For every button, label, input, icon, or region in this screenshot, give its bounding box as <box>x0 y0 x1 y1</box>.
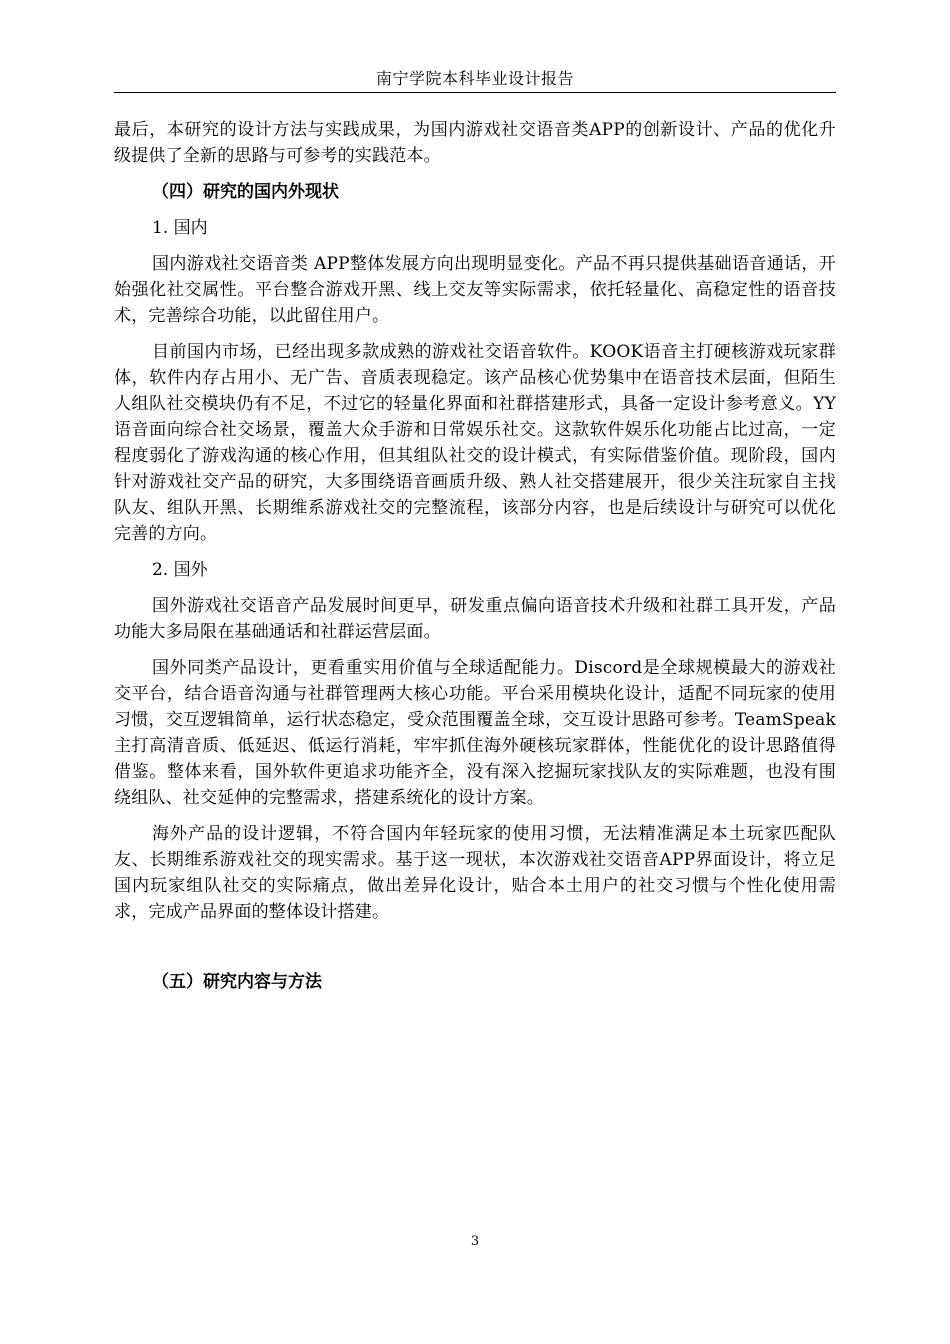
domestic-paragraph-1: 国内游戏社交语音类 APP整体发展方向出现明显变化。产品不再只提供基础语音通话，开始强化社交属性。平台整合游戏开黑、线上交友等实际需求，依托轻量化、高稳定性的语音技术，完善综合功能，以此留住用户。 <box>114 254 836 326</box>
header-rule <box>114 92 836 93</box>
subsection-heading-domestic: 1. 国内 <box>152 218 208 238</box>
foreign-paragraph-3: 海外产品的设计逻辑，不符合国内年轻玩家的使用习惯，无法精准满足本土玩家匹配队友、长期维系游戏社交的现实需求。基于这一现状，本次游戏社交语音APP界面设计，将立足国内玩家组队社交的实际痛点，做出差异化设计，贴合本土用户的社交习惯与个性化使用需求，完成产品界面的整体设计搭建。 <box>114 824 836 922</box>
section-heading-5: （五）研究内容与方法 <box>152 972 322 992</box>
foreign-paragraph-1: 国外游戏社交语音产品发展时间更早，研发重点偏向语音技术升级和社群工具开发，产品功能大多局限在基础通话和社群运营层面。 <box>114 596 836 642</box>
foreign-paragraph-2: 国外同类产品设计，更看重实用价值与全球适配能力。Discord是全球规模最大的游戏社交平台，结合语音沟通与社群管理两大核心功能。平台采用模块化设计，适配不同玩家的使用习惯，交互逻辑简单，运行状态稳定，受众范围覆盖全球，交互设计思路可参考。TeamSpeak主打高清音质、低延迟、低运行消耗，牢牢抓住海外硬核玩家群体，性能优化的设计思路值得借鉴。整体来看，国外软件更追求功能齐全，没有深入挖掘玩家找队友的实际难题，也没有围绕组队、社交延伸的完整需求，搭建系统化的设计方案。 <box>114 658 836 808</box>
subsection-heading-foreign: 2. 国外 <box>152 560 208 580</box>
page-number: 3 <box>470 1234 480 1249</box>
domestic-paragraph-2: 目前国内市场，已经出现多款成熟的游戏社交语音软件。KOOK语音主打硬核游戏玩家群体，软件内存占用小、无广告、音质表现稳定。该产品核心优势集中在语音技术层面，但陌生人组队社交模块仍有不足，不过它的轻量化界面和社群搭建形式，具备一定设计参考意义。YY语音面向综合社交场景，覆盖大众手游和日常娱乐社交。这款软件娱乐化功能占比过高，一定程度弱化了游戏沟通的核心作用，但其组队社交的设计模式，有实际借鉴价值。现阶段，国内针对游戏社交产品的研究，大多围绕语音画质升级、熟人社交搭建展开，很少关注玩家自主找队友、组队开黑、长期维系游戏社交的完整流程，该部分内容，也是后续设计与研究可以优化完善的方向。 <box>114 342 836 544</box>
page-body <box>114 117 836 1005</box>
intro-paragraph: 最后，本研究的设计方法与实践成果，为国内游戏社交语音类APP的创新设计、产品的优化升级提供了全新的思路与可参考的实践范本。 <box>114 120 836 166</box>
running-header: 南宁学院本科毕业设计报告 <box>375 69 574 88</box>
section-heading-4: （四）研究的国内外现状 <box>152 182 339 202</box>
